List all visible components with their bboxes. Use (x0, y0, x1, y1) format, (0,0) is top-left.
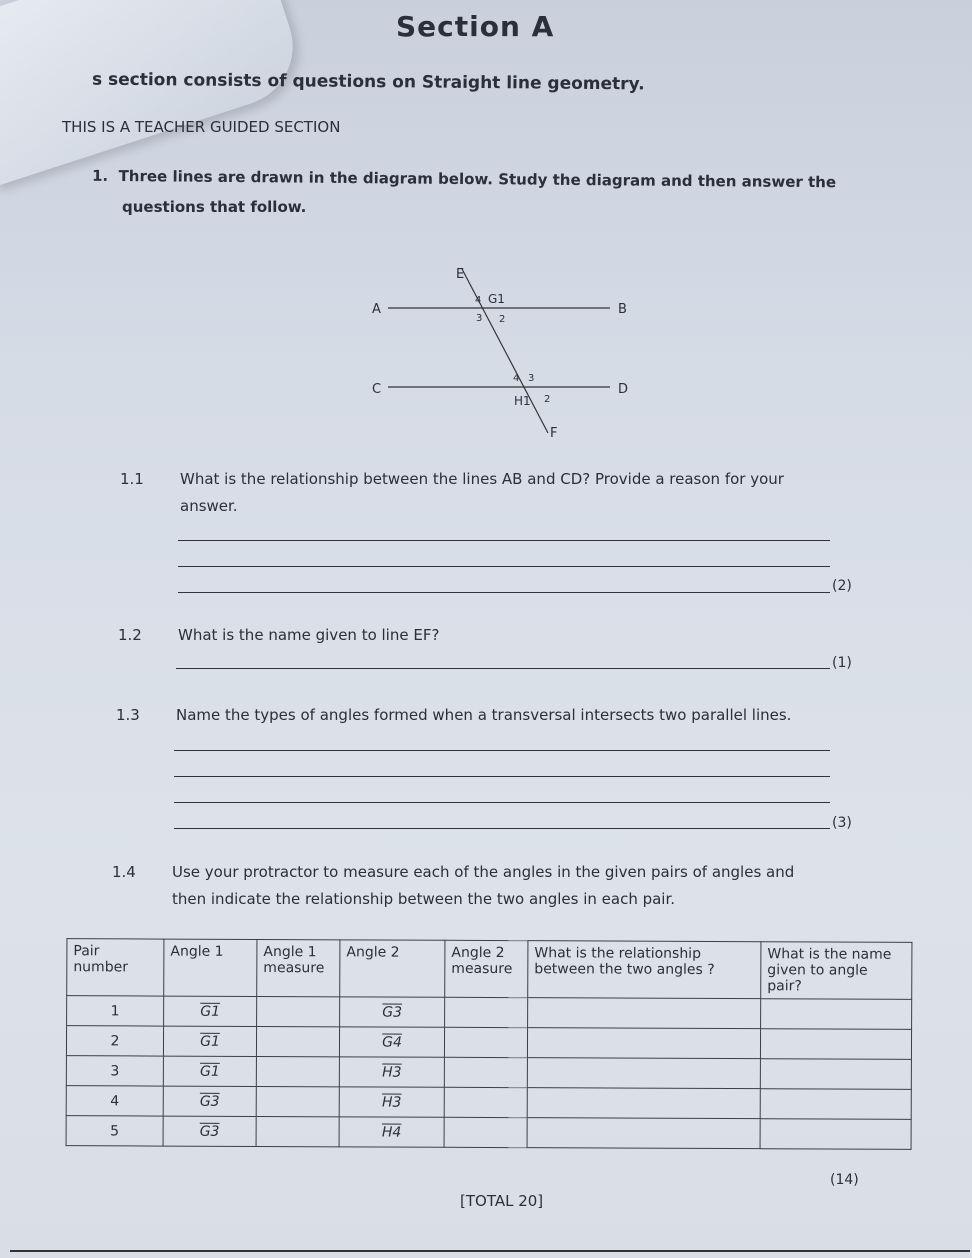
table-row (67, 996, 912, 1030)
table-row (66, 1056, 911, 1090)
question-1-line1: Three lines are drawn in the diagram below. Study the diagram and then answer the (118, 166, 837, 192)
angle-1-cell: G1 (163, 1056, 256, 1086)
angle-1-measure-cell[interactable] (256, 1086, 339, 1116)
label-c: C (372, 382, 382, 397)
angle-2-cell: H4 (339, 1117, 444, 1147)
label-e: E (456, 267, 465, 282)
pair-name-cell[interactable] (760, 1119, 911, 1150)
label-h-angle-4: 4 (513, 373, 520, 384)
header-angle-2: Angle 2 (340, 940, 445, 997)
section-title: Section A (396, 10, 555, 43)
answer-line[interactable] (178, 566, 830, 567)
pair-number-cell: 1 (67, 996, 164, 1026)
pair-number-cell: 3 (66, 1056, 163, 1086)
relationship-cell[interactable] (527, 1028, 760, 1059)
angle-1-measure-cell[interactable] (257, 996, 340, 1026)
question-1-4-number: 1.4 (112, 863, 136, 881)
table-row (66, 1086, 911, 1120)
bottom-divider (10, 1250, 970, 1252)
table-row (66, 1026, 911, 1060)
marks-1-2: (1) (832, 655, 852, 671)
label-g-angle-4: 4 (475, 295, 482, 306)
question-1-1-number: 1.1 (120, 470, 144, 488)
label-g-angle-3: 3 (476, 313, 483, 324)
question-1-2-number: 1.2 (118, 626, 142, 644)
angle-2-cell: H3 (339, 1057, 444, 1087)
answer-line[interactable] (176, 668, 830, 669)
label-d: D (618, 382, 629, 397)
question-1-4-line1: Use your protractor to measure each of the angles in the given pairs of angles and (172, 863, 795, 881)
section-intro: s section consists of questions on Straight line geometry. (91, 69, 645, 95)
label-f: F (550, 426, 558, 441)
label-a: A (372, 302, 381, 317)
question-1-1-line1: What is the relationship between the lines AB and CD? Provide a reason for your (180, 470, 784, 488)
header-angle-1: Angle 1 (164, 939, 257, 996)
answer-line[interactable] (178, 540, 830, 541)
pair-name-cell[interactable] (760, 1089, 911, 1120)
table-header-row (67, 939, 912, 1000)
angle-2-cell: G4 (339, 1027, 444, 1057)
answer-line[interactable] (174, 776, 830, 777)
label-g1: G1 (488, 292, 505, 306)
relationship-cell[interactable] (527, 1088, 760, 1119)
question-1-3-text: Name the types of angles formed when a transversal intersects two parallel lines. (176, 706, 792, 724)
angle-2-cell: H3 (339, 1087, 444, 1117)
pair-name-cell[interactable] (760, 1059, 911, 1090)
angle-2-measure-cell[interactable] (444, 1057, 527, 1087)
relationship-cell[interactable] (527, 1058, 760, 1089)
marks-1-1: (2) (832, 578, 852, 594)
question-1-2-text: What is the name given to line EF? (178, 626, 440, 644)
parallel-lines-diagram (360, 255, 660, 445)
table-row (66, 1116, 911, 1150)
angle-1-measure-cell[interactable] (256, 1056, 339, 1086)
answer-line[interactable] (174, 828, 830, 829)
question-1-1-line2: answer. (180, 497, 238, 515)
question-1-line2: questions that follow. (122, 198, 307, 216)
angle-pairs-table (66, 938, 913, 1150)
label-h-angle-3: 3 (528, 373, 535, 384)
relationship-cell[interactable] (528, 998, 761, 1029)
pair-number-cell: 4 (66, 1086, 163, 1116)
angle-1-cell: G1 (163, 1026, 256, 1056)
question-1-number: 1. (91, 166, 109, 185)
question-1 (92, 167, 836, 191)
pair-name-cell[interactable] (761, 999, 912, 1030)
angle-1-cell: G3 (163, 1116, 256, 1146)
line-ef (462, 269, 551, 433)
angle-2-measure-cell[interactable] (444, 1027, 527, 1057)
pair-name-cell[interactable] (760, 1029, 911, 1060)
header-pair-name: What is the name given to angle pair? (761, 942, 912, 1000)
teacher-guided-note: THIS IS A TEACHER GUIDED SECTION (62, 118, 341, 136)
label-h-angle-2: 2 (544, 394, 551, 405)
relationship-cell[interactable] (527, 1118, 760, 1149)
angle-2-cell: G3 (340, 997, 445, 1027)
angle-1-measure-cell[interactable] (256, 1026, 339, 1056)
header-relationship: What is the relationship between the two angles ? (528, 941, 761, 999)
pair-number-cell: 2 (66, 1026, 163, 1056)
marks-1-3: (3) (832, 815, 852, 831)
header-angle-2-measure: Angle 2 measure (445, 940, 528, 997)
answer-line[interactable] (174, 750, 830, 751)
angle-1-cell: G3 (163, 1086, 256, 1116)
answer-line[interactable] (174, 802, 830, 803)
header-pair-number: Pair number (67, 939, 164, 996)
header-angle-1-measure: Angle 1 measure (257, 939, 340, 996)
angle-1-measure-cell[interactable] (256, 1116, 339, 1146)
label-h1: H1 (514, 394, 531, 408)
label-b: B (618, 302, 627, 317)
angle-2-measure-cell[interactable] (445, 997, 528, 1027)
total-marks: [TOTAL 20] (460, 1192, 544, 1210)
question-1-3-number: 1.3 (116, 706, 140, 724)
marks-1-4: (14) (830, 1172, 859, 1188)
answer-line[interactable] (178, 592, 830, 593)
question-1-4-line2: then indicate the relationship between the two angles in each pair. (172, 890, 676, 908)
label-g-angle-2: 2 (499, 314, 506, 325)
angle-2-measure-cell[interactable] (444, 1087, 527, 1117)
angle-1-cell: G1 (164, 996, 257, 1026)
folded-corner (0, 0, 308, 187)
angle-2-measure-cell[interactable] (444, 1117, 527, 1147)
pair-number-cell: 5 (66, 1116, 163, 1146)
